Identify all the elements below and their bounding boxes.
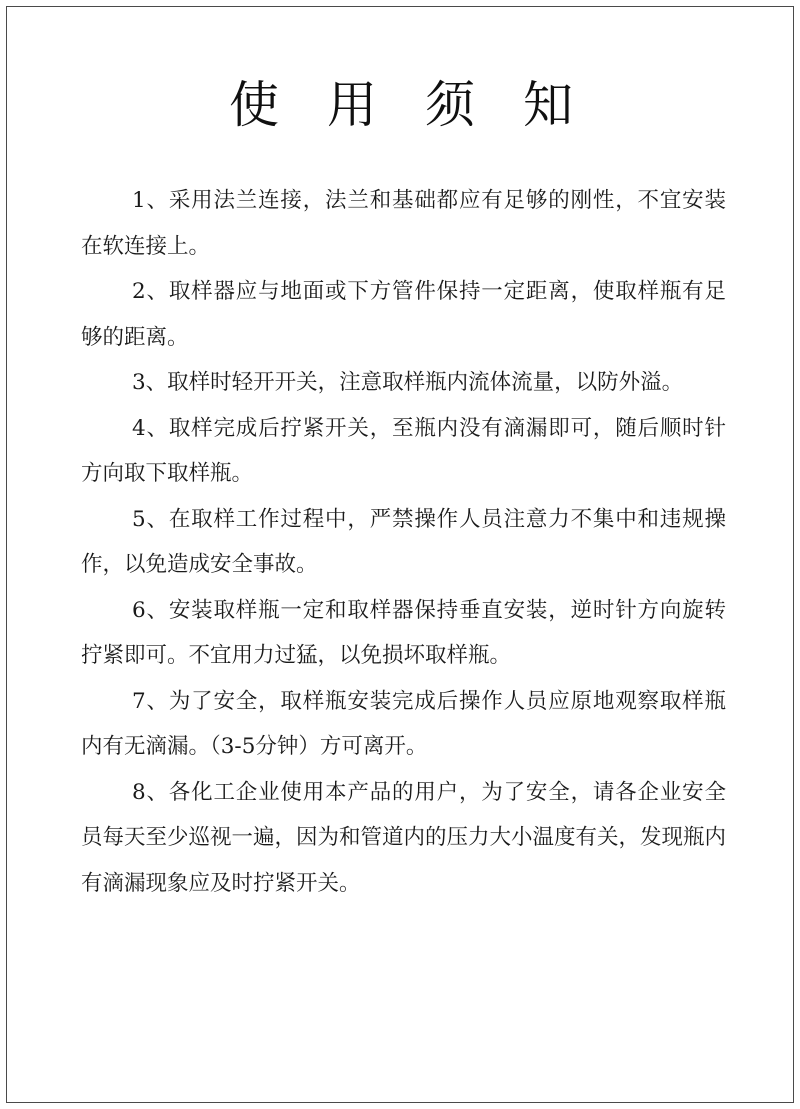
instruction-item: 7、为了安全，取样瓶安装完成后操作人员应原地观察取样瓶内有无滴漏。（3-5分钟）方可离开。: [81, 688, 726, 759]
notice-title: 使用须知: [229, 76, 621, 134]
document-page: [6, 6, 794, 1103]
instruction-item: 6、安装取样瓶一定和取样器保持垂直安装，逆时针方向旋转拧紧即可。不宜用力过猛，以免损坏取样瓶。: [81, 597, 726, 668]
instruction-item: 8、各化工企业使用本产品的用户，为了安全，请各企业安全员每天至少巡视一遍，因为和管道内的压力大小温度有关，发现瓶内有滴漏现象应及时拧紧开关。: [81, 779, 727, 896]
instruction-list: [81, 178, 726, 906]
instruction-item: 5、在取样工作过程中，严禁操作人员注意力不集中和违规操作，以免造成安全事故。: [81, 506, 726, 577]
instruction-item: 2、取样器应与地面或下方管件保持一定距离，使取样瓶有足够的距离。: [81, 279, 726, 350]
instruction-item: 4、取样完成后拧紧开关，至瓶内没有滴漏即可，随后顺时针方向取下取样瓶。: [81, 415, 726, 486]
instruction-item: 3、取样时轻开开关，注意取样瓶内流体流量，以防外溢。: [132, 370, 684, 395]
instruction-item: 1、采用法兰连接，法兰和基础都应有足够的刚性，不宜安装在软连接上。: [81, 188, 726, 259]
